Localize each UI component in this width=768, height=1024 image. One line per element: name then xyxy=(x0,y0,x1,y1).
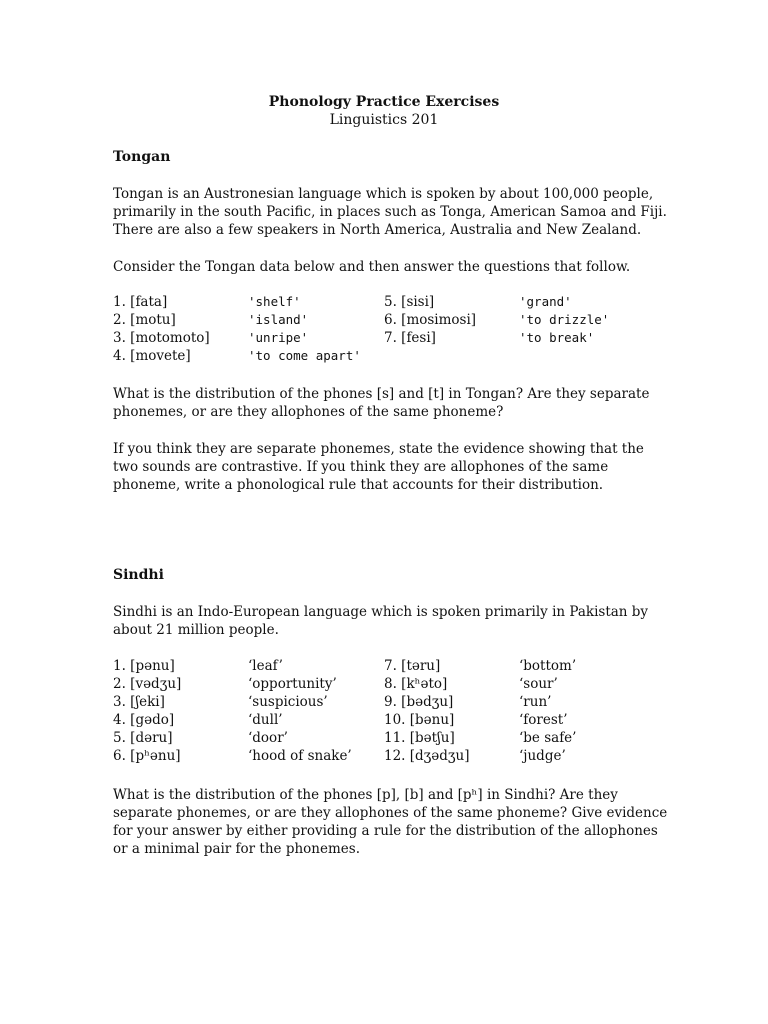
sindhi-word: 4. [gədo] xyxy=(113,712,175,728)
sindhi-gloss: ‘dull’ xyxy=(248,712,283,728)
tongan-gloss: 'shelf' xyxy=(248,294,301,309)
sindhi-word: 11. [bətʃu] xyxy=(384,730,455,746)
sindhi-data-row xyxy=(113,658,673,676)
tongan-word: 4. [movete] xyxy=(113,348,191,364)
tongan-intro: Tongan is an Austronesian language which is spoken by about 100,000 people, primarily in the south Pacific, in places such as Tonga, American Samoa and Fiji. There are also a few speakers in North America, Australia and New Zealand. xyxy=(113,186,667,238)
sindhi-gloss: ‘door’ xyxy=(248,730,288,746)
tongan-word: 2. [motu] xyxy=(113,312,176,328)
tongan-gloss: 'grand' xyxy=(519,294,572,309)
sindhi-word: 7. [təru] xyxy=(384,658,441,674)
sindhi-gloss: ‘leaf’ xyxy=(248,658,283,674)
sindhi-data-row xyxy=(113,694,673,712)
sindhi-word: 6. [pʰənu] xyxy=(113,748,181,764)
sindhi-question: What is the distribution of the phones [p], [b] and [pʰ] in Sindhi? Are they separate phonemes, or are they allophones of the same phoneme? Give evidence for your answer by either providing a rule for the distribution of the allophones or a minimal pair for the phonemes. xyxy=(113,787,668,857)
sindhi-word: 9. [bədʒu] xyxy=(384,694,454,710)
sindhi-word: 8. [kʰəto] xyxy=(384,676,448,692)
sindhi-word: 10. [bənu] xyxy=(384,712,455,728)
tongan-data-row xyxy=(113,330,673,348)
tongan-data-row xyxy=(113,348,673,366)
tongan-heading: Tongan xyxy=(113,149,171,165)
sindhi-word: 5. [dəru] xyxy=(113,730,173,746)
sindhi-data-row xyxy=(113,676,673,694)
tongan-word: 5. [sisi] xyxy=(384,294,435,310)
sindhi-word: 1. [pənu] xyxy=(113,658,175,674)
sindhi-data-row xyxy=(113,712,673,730)
tongan-question-1: What is the distribution of the phones [s] and [t] in Tongan? Are they separate phonemes, or are they allophones of the same phoneme? xyxy=(113,386,650,420)
tongan-word: 6. [mosimosi] xyxy=(384,312,477,328)
sindhi-data-row xyxy=(113,748,673,766)
sindhi-gloss: ‘run’ xyxy=(519,694,552,710)
tongan-data-row xyxy=(113,312,673,330)
sindhi-gloss: ‘suspicious’ xyxy=(248,694,328,710)
tongan-word: 3. [motomoto] xyxy=(113,330,210,346)
document-title: Phonology Practice Exercises xyxy=(268,94,500,110)
sindhi-gloss: ‘sour’ xyxy=(519,676,558,692)
sindhi-heading: Sindhi xyxy=(113,567,164,583)
sindhi-gloss: ‘be safe’ xyxy=(519,730,577,746)
sindhi-gloss: ‘forest’ xyxy=(519,712,568,728)
tongan-question-2: If you think they are separate phonemes, state the evidence showing that the two sounds are contrastive. If you think they are allophones of the same phoneme, write a phonological rule that accounts for their distribution. xyxy=(113,441,644,493)
sindhi-gloss: ‘opportunity’ xyxy=(248,676,337,692)
tongan-instruction: Consider the Tongan data below and then answer the questions that follow. xyxy=(113,259,631,275)
sindhi-gloss: ‘bottom’ xyxy=(519,658,577,674)
sindhi-intro: Sindhi is an Indo-European language which is spoken primarily in Pakistan by about 21 million people. xyxy=(113,604,649,638)
tongan-gloss: 'to break' xyxy=(519,330,595,345)
sindhi-word: 2. [vədʒu] xyxy=(113,676,182,692)
sindhi-gloss: ‘judge’ xyxy=(519,748,566,764)
sindhi-word: 3. [ʃeki] xyxy=(113,694,165,710)
course-name: Linguistics 201 xyxy=(329,112,439,128)
tongan-gloss: 'to come apart' xyxy=(248,348,361,363)
sindhi-data-row xyxy=(113,730,673,748)
tongan-gloss: 'to drizzle' xyxy=(519,312,610,327)
tongan-gloss: 'unripe' xyxy=(248,330,309,345)
sindhi-word: 12. [dʒədʒu] xyxy=(384,748,470,764)
tongan-data-row xyxy=(113,294,673,312)
tongan-word: 7. [fesi] xyxy=(384,330,436,346)
sindhi-gloss: ‘hood of snake’ xyxy=(248,748,352,764)
tongan-word: 1. [fata] xyxy=(113,294,168,310)
tongan-gloss: 'island' xyxy=(248,312,309,327)
